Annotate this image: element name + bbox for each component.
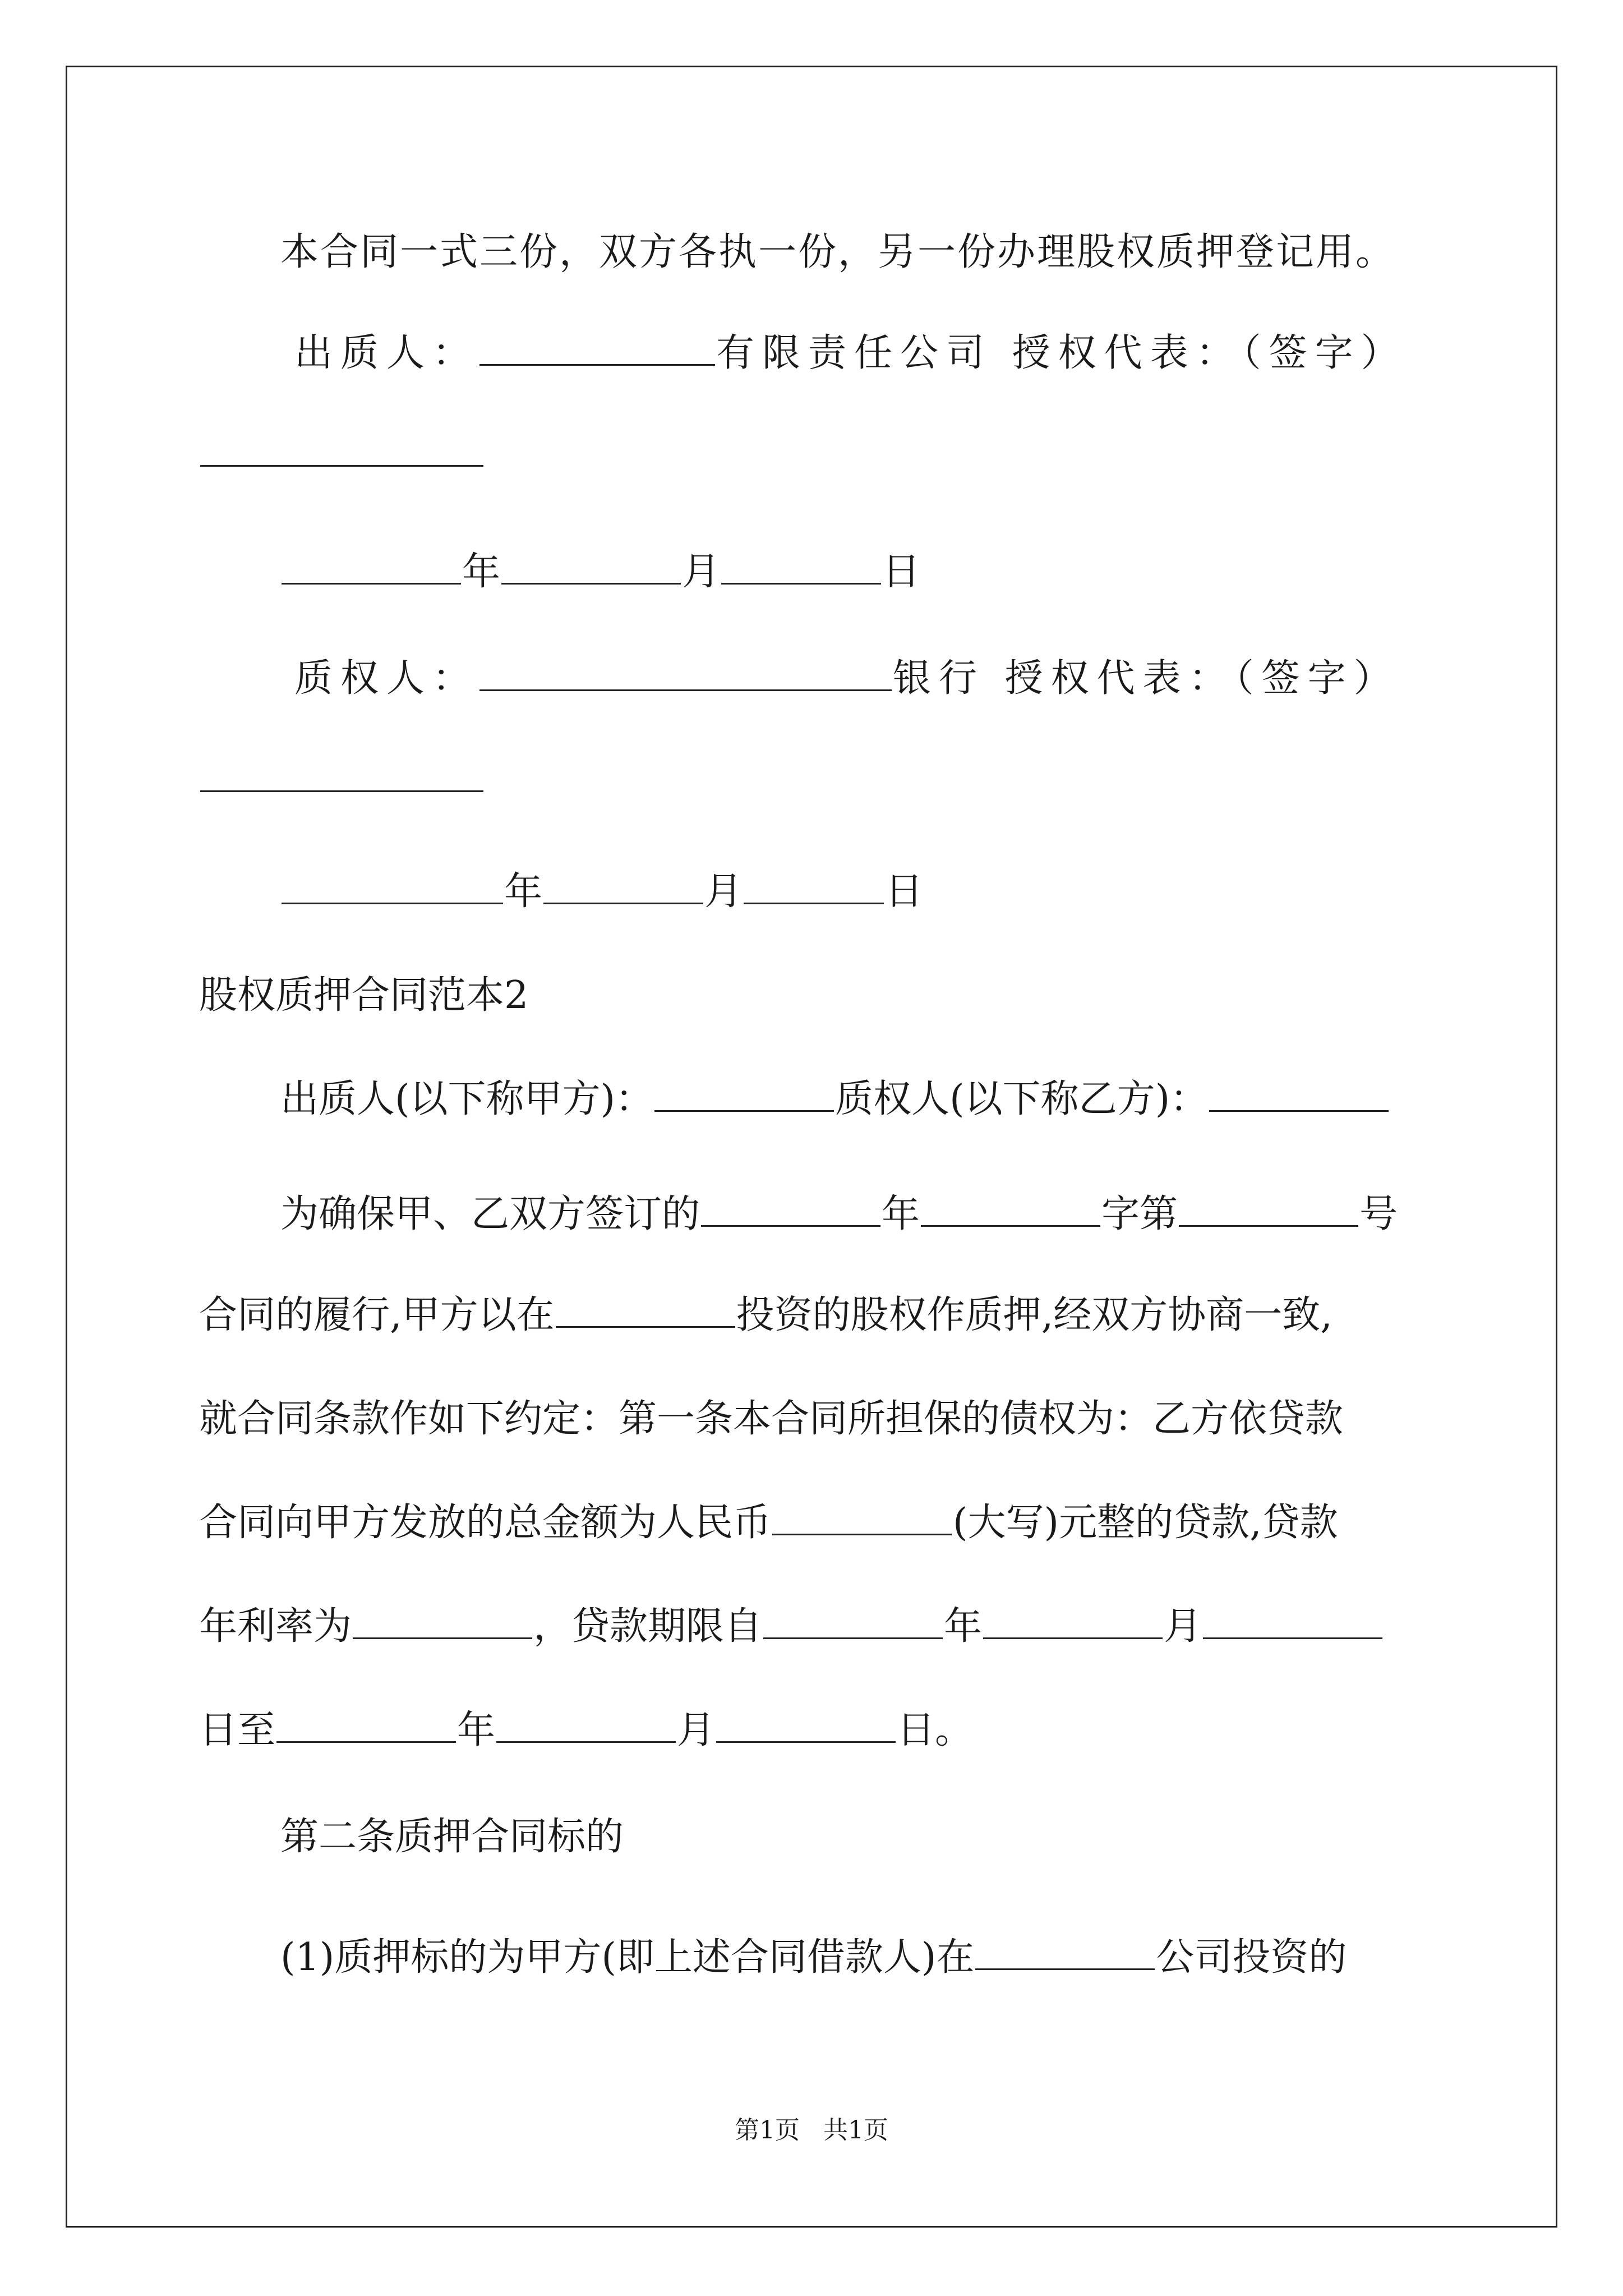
blank <box>721 550 881 585</box>
blank <box>772 1501 952 1535</box>
pledgor-date-line <box>280 547 920 597</box>
blank <box>276 1709 456 1743</box>
blank <box>556 1294 735 1328</box>
blank <box>200 432 483 467</box>
body-line: 合同向甲方发放的总金额为人民币 (大写)元整的贷款,贷款 <box>199 1501 1338 1545</box>
article-heading: 第二条质押合同标的 <box>280 1815 624 1859</box>
body-line: 日至 年 月 日。 <box>199 1708 974 1752</box>
authorized-rep-label: 授权代表：（签字） <box>1012 331 1407 375</box>
blank <box>921 1193 1100 1227</box>
body-line: 合同的履行,甲方以在 投资的股权作质押,经双方协商一致, <box>199 1293 1332 1337</box>
blank <box>975 1936 1155 1970</box>
blank <box>1203 1605 1382 1639</box>
page-footer: 第1页 共1页 <box>735 2116 888 2145</box>
year-label: 年 <box>504 869 543 914</box>
blank <box>282 870 503 904</box>
blank <box>983 1605 1163 1639</box>
body-line: 年利率为 ，贷款期限自 年 月 <box>199 1602 1384 1652</box>
pledgor-party-label: 出质人(以下称甲方)： <box>280 1077 654 1121</box>
blank <box>744 870 884 904</box>
blank <box>200 758 483 792</box>
blank <box>543 870 703 904</box>
blank <box>701 1193 880 1227</box>
pledgee-date-line <box>280 867 923 917</box>
blank <box>479 332 715 366</box>
section-heading: 股权质押合同范本2 <box>199 973 529 1018</box>
day-label: 日 <box>882 550 921 594</box>
blank <box>479 657 892 691</box>
bank-suffix: 银行 <box>893 656 985 701</box>
body-line: 就合同条款作如下约定：第一条本合同所担保的债权为：乙方依贷款 <box>199 1397 1344 1441</box>
pledgee-label: 质权人： <box>294 656 479 701</box>
body-line: 为确保甲、乙双方签订的 年 字第 号 <box>280 1192 1398 1236</box>
company-suffix: 有限责任公司 <box>716 331 993 375</box>
blank <box>1209 1078 1389 1112</box>
pledgor-signature-blank <box>199 429 485 480</box>
parties-line <box>280 1074 1390 1125</box>
month-label: 月 <box>704 869 743 914</box>
pledgee-signature-line <box>294 654 1400 704</box>
blank <box>353 1605 532 1639</box>
month-label: 月 <box>682 550 721 594</box>
day-label: 日 <box>885 869 924 914</box>
blank <box>496 1709 676 1743</box>
pledgor-signature-line <box>294 328 1407 379</box>
blank <box>282 550 461 585</box>
authorized-rep-label: 授权代表：（签字） <box>1004 656 1400 701</box>
pledgee-party-label: 质权人(以下称乙方)： <box>835 1077 1209 1121</box>
blank <box>763 1605 943 1639</box>
blank <box>654 1078 834 1112</box>
blank <box>716 1709 896 1743</box>
pledgor-label: 出质人： <box>294 331 479 375</box>
pledgee-signature-blank <box>199 754 485 805</box>
blank <box>501 550 681 585</box>
blank <box>1179 1193 1358 1227</box>
body-line: (1)质押标的为甲方(即上述合同借款人)在 公司投资的 <box>280 1935 1347 1980</box>
year-label: 年 <box>462 550 501 594</box>
paragraph-copies: 本合同一式三份，双方各执一份，另一份办理股权质押登记用。 <box>280 230 1396 274</box>
page-border <box>66 66 1557 2228</box>
